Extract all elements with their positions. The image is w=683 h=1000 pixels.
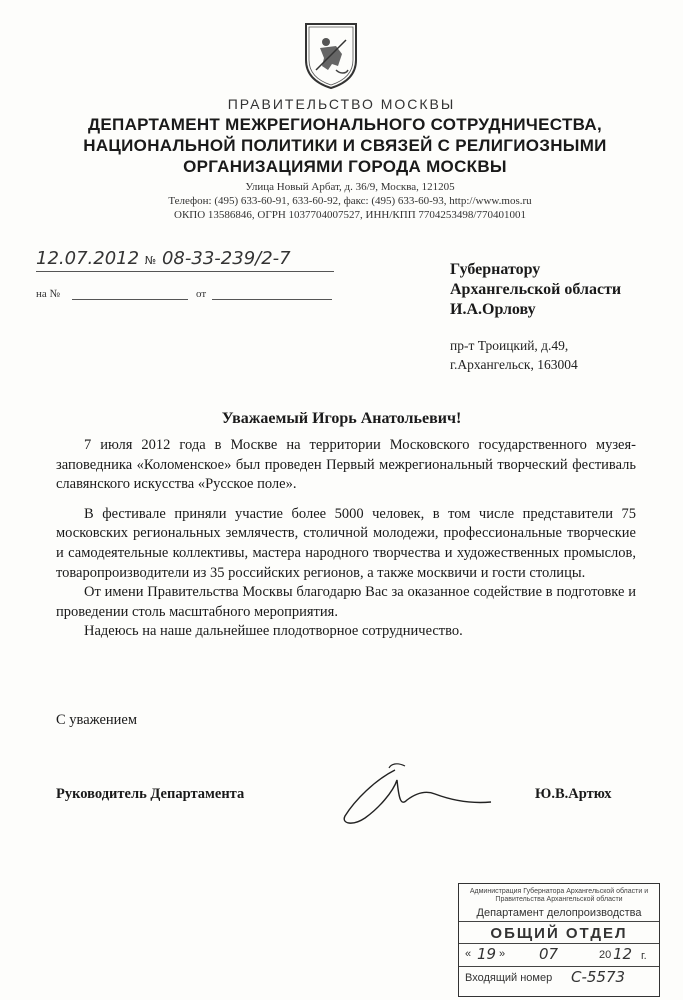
- department-codes: ОКПО 13586846, ОГРН 1037704007527, ИНН/КПП 7704253498/770401001: [174, 209, 526, 221]
- stamp-day: 19: [477, 945, 497, 963]
- from-label: от: [196, 288, 207, 300]
- addressee-line: И.А.Орлову: [450, 301, 536, 318]
- moscow-coat-of-arms-icon: [302, 20, 360, 90]
- stamp-incoming-row: [459, 967, 659, 989]
- stamp-title: ОБЩИЙ ОТДЕЛ: [459, 922, 659, 944]
- closing: С уважением: [56, 712, 138, 728]
- from-line: [212, 299, 332, 300]
- addressee-block: [450, 260, 621, 320]
- stamp-org-line: Администрация Губернатора Архангельской области и: [469, 888, 649, 895]
- letter-body: [56, 436, 636, 642]
- registration-date: 12.07.2012: [36, 248, 140, 269]
- salutation: Уважаемый Игорь Анатольевич!: [221, 410, 462, 427]
- department-line: ДЕПАРТАМЕНТ МЕЖРЕГИОНАЛЬНОГО СОТРУДНИЧЕСТВА,: [88, 115, 602, 134]
- paragraph: Надеюсь на наше дальнейшее плодотворное сотрудничество.: [84, 623, 463, 640]
- address-line: г.Архангельск, 163004: [450, 357, 578, 372]
- on-number-line: [72, 299, 188, 300]
- stamp-month: 07: [539, 945, 559, 963]
- stamp-year-prefix: 20: [599, 949, 612, 961]
- department-name: [40, 114, 650, 177]
- addressee-line: Губернатору: [450, 261, 541, 278]
- department-line: ОРГАНИЗАЦИЯМИ ГОРОДА МОСКВЫ: [183, 157, 507, 176]
- stamp-department: Департамент делопроизводства: [459, 904, 659, 922]
- registration-line: [36, 248, 291, 269]
- incoming-stamp: [458, 883, 660, 997]
- signature-image: [335, 760, 495, 830]
- registration-underline: [36, 271, 334, 272]
- stamp-date-row: [459, 944, 659, 967]
- paragraph: В фестивале приняли участие более 5000 человек, в том числе представители 75 московских региональных землячеств, столичной молодежи, профессиональные творческие и самодеятельные коллективы, мастера народного творчества и художественных промыслов, товаропроизводители из 35 российских регионов, а также москвичи и гости столицы.: [56, 505, 636, 581]
- signer-name: Ю.В.Артюх: [535, 786, 612, 802]
- stamp-quote-close: »: [499, 948, 506, 960]
- addressee-line: Архангельской области: [450, 281, 622, 298]
- stamp-year-mark: г.: [641, 950, 647, 962]
- stamp-incoming-label: Входящий номер: [465, 972, 553, 984]
- department-address: Улица Новый Арбат, д. 36/9, Москва, 121205: [245, 181, 455, 193]
- paragraph: От имени Правительства Москвы благодарю Вас за оказанное содействие в подготовке и проведении столь масштабного мероприятия.: [56, 584, 636, 620]
- stamp-org-line: Правительства Архангельской области: [495, 896, 623, 903]
- stamp-incoming-number: С-5573: [571, 968, 626, 986]
- registration-number-label: №: [144, 254, 157, 267]
- department-phones: Телефон: (495) 633-60-91, 633-60-92, факс: (495) 633-60-93, http://www.mos.ru: [168, 195, 532, 207]
- addressee-address: [450, 336, 578, 374]
- government-title: ПРАВИТЕЛЬСТВО МОСКВЫ: [227, 96, 456, 112]
- stamp-year-suffix: 12: [613, 945, 633, 963]
- paragraph: 7 июля 2012 года в Москве на территории Московского государственного музея-заповедника «Коломенское» был проведен Первый межрегиональный творческий фестиваль славянского искусства «Русское поле».: [56, 437, 636, 493]
- department-line: НАЦИОНАЛЬНОЙ ПОЛИТИКИ И СВЯЗЕЙ С РЕЛИГИОЗНЫМИ: [83, 136, 607, 155]
- on-number-label: на №: [36, 288, 61, 300]
- signer-title: Руководитель Департамента: [56, 786, 245, 802]
- registration-number: 08-33-239/2-7: [161, 248, 291, 269]
- stamp-quote-open: «: [465, 948, 472, 960]
- stamp-org: [459, 884, 659, 904]
- address-line: пр-т Троицкий, д.49,: [450, 338, 569, 353]
